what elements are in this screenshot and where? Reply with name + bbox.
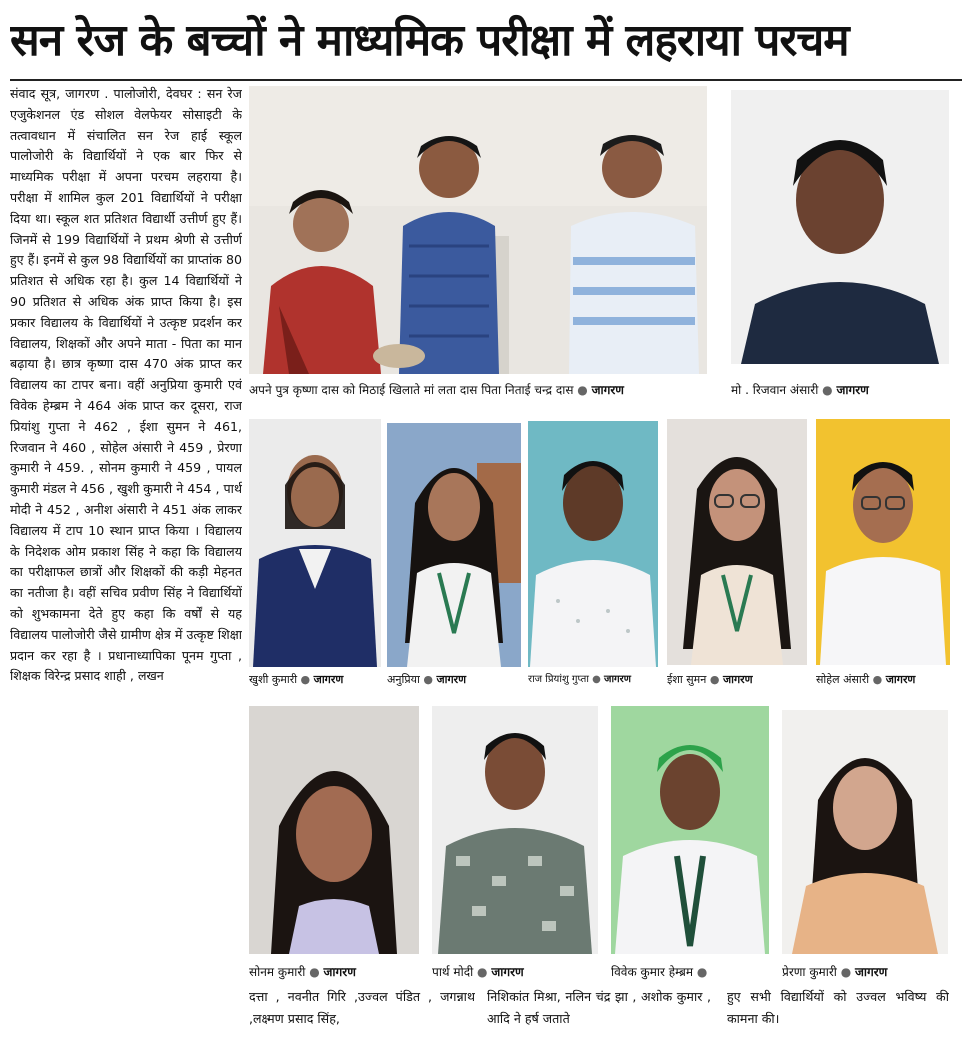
caption-text: सोहेल अंसारी (816, 673, 870, 686)
photo-khushi (249, 419, 381, 667)
photo-sohel (816, 419, 950, 665)
photo-prerna (782, 710, 948, 954)
photo-sonam (249, 706, 419, 954)
caption-vivek (611, 964, 769, 980)
caption-text: प्रेरणा कुमारी (782, 965, 837, 979)
bullet-icon: ● (477, 965, 488, 979)
caption-text: पार्थ मोदी (432, 965, 474, 979)
caption-text: राज प्रियांशु गुप्ता (528, 674, 589, 685)
caption-raj (528, 672, 660, 688)
article-body-bottom-col-2: निशिकांत मिश्रा, नलिन चंद्र झा , अशोक कुमार , आदि ने हर्ष जताते (487, 989, 711, 1026)
bullet-icon: ● (696, 965, 708, 979)
photo-parth (432, 706, 598, 954)
photo-credit: जागरण (604, 674, 632, 685)
headline-rule (10, 79, 962, 81)
caption-group-photo (249, 382, 707, 398)
caption-text: सोनम कुमारी (249, 965, 306, 979)
photo-rizwan (731, 90, 949, 364)
photo-credit: जागरण (491, 965, 524, 979)
photo-credit: जागरण (313, 673, 344, 686)
caption-isha (667, 672, 807, 688)
bullet-icon: ● (840, 965, 852, 979)
caption-text: अनुप्रिया (387, 673, 420, 686)
caption-sonam (249, 964, 419, 980)
caption-text: ईशा सुमन (667, 673, 707, 686)
caption-text: अपने पुत्र कृष्णा दास को मिठाई खिलाते मां लता दास पिता निताई चन्द्र दास (249, 383, 574, 397)
caption-text: खुशी कुमारी (249, 673, 298, 686)
caption-prerna (782, 964, 948, 980)
photo-credit: जागरण (836, 383, 869, 397)
photo-credit: जागरण (436, 673, 467, 686)
caption-rizwan (731, 382, 949, 398)
caption-khushi (249, 672, 381, 688)
article-body-bottom-col-3: हुए सभी विद्यार्थियों को उज्वल भविष्य की कामना की। (727, 989, 949, 1026)
bullet-icon: ● (709, 673, 720, 686)
photo-credit: जागरण (855, 965, 888, 979)
article-body-bottom-col-1: दत्ता , नवनीत गिरि ,उज्वल पंडित , जगन्नाथ ,लक्ष्मण प्रसाद सिंह, (249, 989, 475, 1026)
photo-credit: जागरण (885, 673, 916, 686)
photo-credit: जागरण (722, 673, 753, 686)
photo-isha (667, 419, 807, 665)
caption-text: विवेक कुमार हेम्ब्रम (611, 965, 694, 979)
photo-raj (528, 421, 658, 667)
photo-anupriya (387, 423, 521, 667)
headline: सन रेज के बच्चों ने माध्यमिक परीक्षा में लहराया परचम (10, 15, 849, 66)
group-photo (249, 86, 707, 374)
photo-credit: जागरण (591, 383, 624, 397)
bullet-icon: ● (300, 673, 311, 686)
photo-credit: जागरण (323, 965, 356, 979)
caption-text: मो . रिजवान अंसारी (731, 383, 819, 397)
bullet-icon: ● (592, 674, 601, 685)
photo-vivek (611, 706, 769, 954)
bullet-icon: ● (423, 673, 433, 686)
bullet-icon: ● (872, 673, 883, 686)
bullet-icon: ● (309, 965, 320, 979)
caption-sohel (816, 672, 950, 688)
caption-anupriya (387, 672, 521, 688)
article-body-left-column: संवाद सूत्र, जागरण . पालोजोरी, देवघर : सन रेज एजुकेशनल एंड सोशल वेलफेयर सोसाइटी के तत्वावधान में संचालित सन रेज हाई स्कूल पालोजोरी के विद्यार्थियों ने एक बार फिर से माध्यमिक परीक्षा में अपना परचम लहराया है। परीक्षा में शामिल कुल 201 विद्यार्थियों ने परीक्षा दिया था। स्कूल शत प्रतिशत विद्यार्थी उत्तीर्ण हुए हैं। जिनमें से 199 विद्यार्थियों ने प्रथम श्रेणी से उत्तीर्ण हुए हैं। इनमें से कुल 98 विद्यार्थियों का प्राप्तांक 80 प्रतिशत से अधिक रहा है। कुल 14 विद्यार्थियों ने 90 प्रतिशत से अधिक अंक प्राप्त किया है। इस प्रकार विद्यालय के विद्यार्थियों ने उत्कृष्ट प्रदर्शन कर विद्यालय, शिक्षकों और अपने माता - पिता का मान बढ़ाया है। छात्र कृष्णा दास 470 अंक प्राप्त कर विद्यालय का टापर बना। वहीं अनुप्रिया कुमारी एवं विवेक हेम्ब्रम ने 464 अंक प्राप्त कर दूसरा, राज प्रियांशु गुप्ता ने 462 , ईशा सुमन ने 461, रिजवान ने 460 , सोहेल अंसारी ने 459 , प्रेरणा कुमारी ने 459. , सोनम कुमारी ने 459 , पायल कुमारी मंडल ने 456 , खुशी कुमारी ने 454 , पार्थ मोदी ने 452 , अनीश अंसारी ने 451 अंक लाकर विद्यालय में टाप 10 स्थान प्राप्त किया । विद्यालय के निदेशक ओम प्रकाश सिंह ने कहा कि विद्यालय का परीक्षाफल छात्रों और शिक्षकों की कड़ी मेहनत का नतीजा है। वहीं सचिव प्रवीण सिंह ने विद्यार्थियों को शुभकामना देते हुए कहा कि वर्षों से यह विद्यालय पालोजोरी जैसे ग्रामीण क्षेत्र में उत्कृष्ट शिक्षा प्रदान कर रहा है । प्रधानाध्यापिका पूनम गुप्ता , शिक्षक विरेन्द्र प्रसाद शाही , लखन (10, 86, 242, 684)
bullet-icon: ● (822, 383, 833, 397)
bullet-icon: ● (577, 383, 588, 397)
caption-parth (432, 964, 598, 980)
